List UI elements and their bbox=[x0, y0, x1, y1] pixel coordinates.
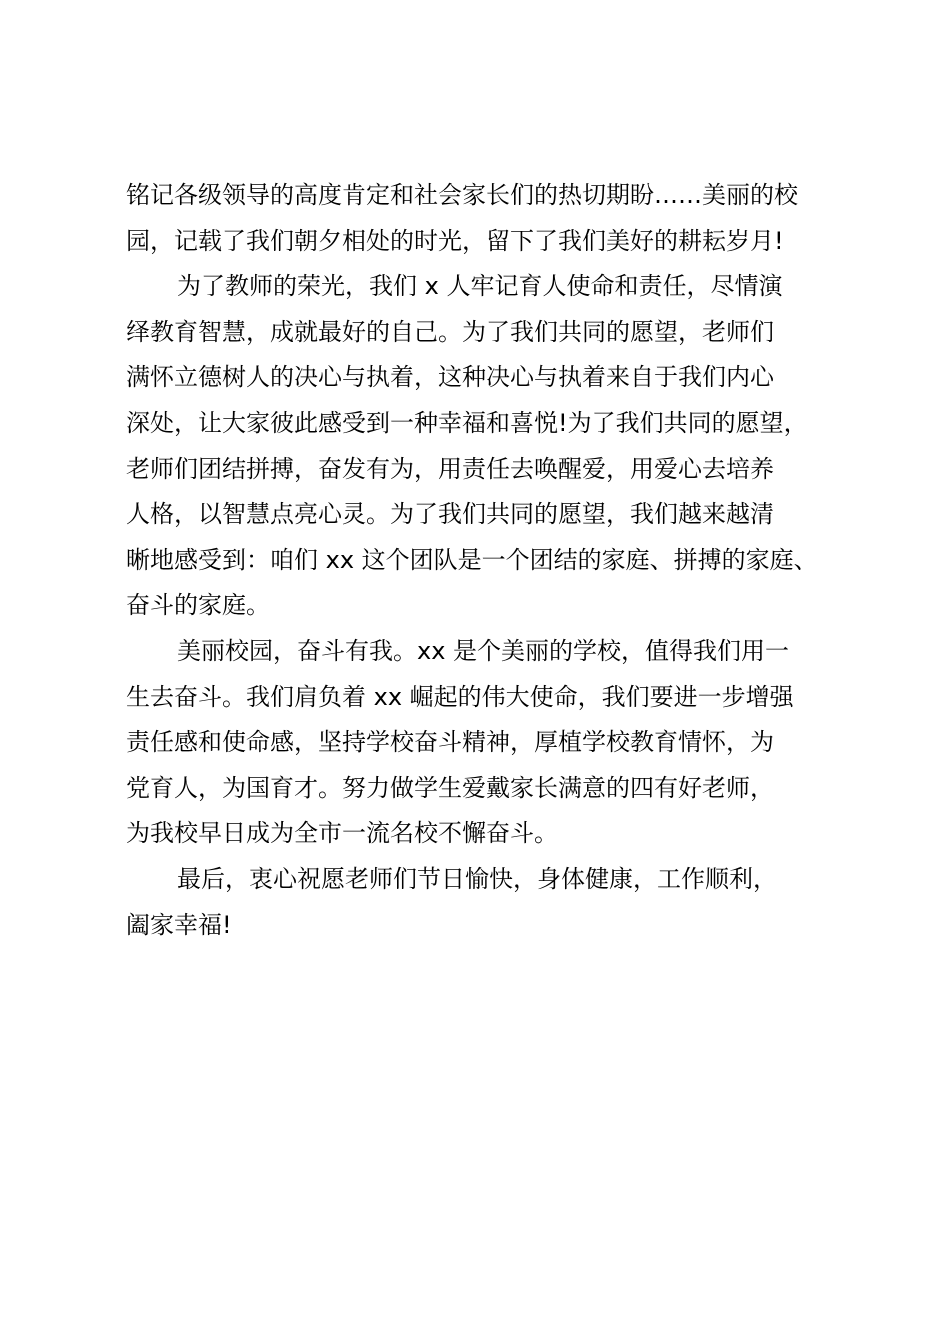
paragraph-2-line-2: 绎教育智慧，成就最好的自己。为了我们共同的愿望，老师们 bbox=[126, 317, 774, 346]
paragraph-2-line-5: 老师们团结拼搏，奋发有为，用责任去唤醒爱，用爱心去培养 bbox=[126, 454, 774, 483]
paragraph-3-line-3: 责任感和使命感，坚持学校奋斗精神，厚植学校教育情怀，为 bbox=[126, 728, 774, 757]
paragraph-2-line-7: 晰地感受到：咱们 xx 这个团队是一个团结的家庭、拼搏的家庭、 bbox=[126, 545, 818, 574]
paragraph-2-line-3: 满怀立德树人的决心与执着，这种决心与执着来自于我们内心 bbox=[126, 363, 774, 392]
paragraph-4-line-2: 阖家幸福! bbox=[126, 910, 232, 939]
paragraph-4-line-1: 最后，衷心祝愿老师们节日愉快，身体健康，工作顺利， bbox=[177, 864, 777, 893]
paragraph-3-line-4: 党育人，为国育才。努力做学生爱戴家长满意的四有好老师， bbox=[126, 773, 774, 802]
paragraph-3-line-5: 为我校早日成为全市一流名校不懈奋斗。 bbox=[126, 819, 558, 848]
paragraph-2-line-8: 奋斗的家庭。 bbox=[126, 591, 270, 620]
paragraph-3-line-2: 生去奋斗。我们肩负着 xx 崛起的伟大使命，我们要进一步增强 bbox=[126, 682, 794, 711]
paragraph-1-line-1: 铭记各级领导的高度肯定和社会家长们的热切期盼……美丽的校 bbox=[126, 181, 798, 209]
paragraph-2-line-6: 人格，以智慧点亮心灵。为了我们共同的愿望，我们越来越清 bbox=[126, 500, 774, 529]
paragraph-1-line-2: 园，记载了我们朝夕相处的时光，留下了我们美好的耕耘岁月! bbox=[126, 226, 784, 255]
document-body bbox=[126, 173, 866, 948]
paragraph-3-line-1: 美丽校园，奋斗有我。xx 是个美丽的学校，值得我们用一 bbox=[177, 636, 790, 665]
paragraph-2-line-4: 深处，让大家彼此感受到一种幸福和喜悦!为了我们共同的愿望， bbox=[126, 408, 808, 437]
paragraph-2-line-1: 为了教师的荣光，我们 x 人牢记育人使命和责任，尽情演 bbox=[177, 272, 783, 301]
